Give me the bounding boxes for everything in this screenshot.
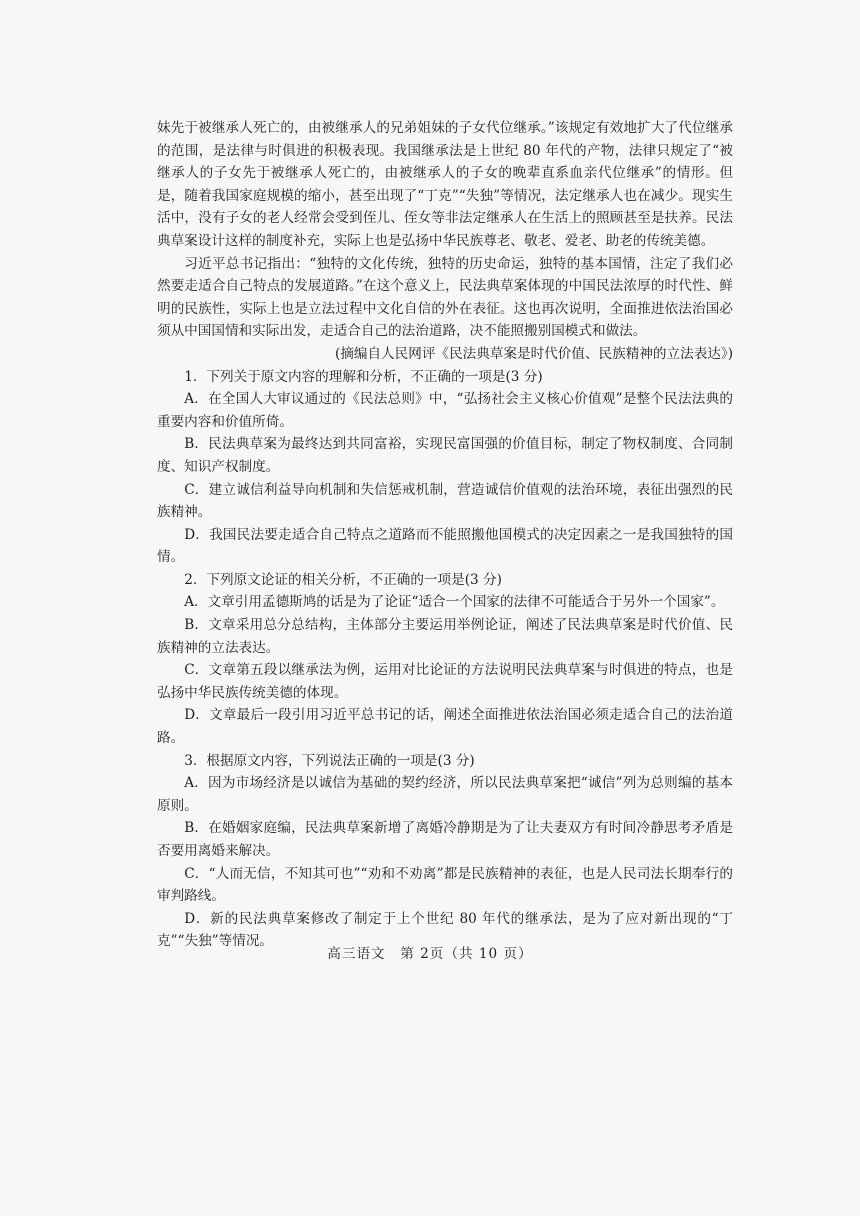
question-1-option-d: D．我国民法要走适合自己特点之道路而不能照搬他国模式的决定因素之一是我国独特的国情。 (157, 526, 733, 566)
question-3-option-d: D．新的民法典草案修改了制定于上个世纪 80 年代的继承法，是为了应对新出现的“丁克”“失独”等情况。 (157, 910, 733, 950)
question-1-stem: 1．下列关于原文内容的理解和分析，不正确的一项是(3 分) (184, 368, 543, 385)
question-2-option-b: B．文章采用总分总结构，主体部分主要运用举例论证，阐述了民法典草案是时代价值、民族精神的立法表达。 (157, 617, 733, 656)
question-3-stem: 3．根据原文内容，下列说法正确的一项是(3 分) (184, 752, 475, 769)
passage-source: (摘编自人民网评《民法典草案是时代价值、民族精神的立法表达》) (334, 345, 733, 362)
page-footer: 高三语文 第 2页（共 10 页） (327, 946, 533, 962)
question-2-stem: 2．下列原文论证的相关分析，不正确的一项是(3 分) (184, 571, 502, 588)
question-1-option-a: A．在全国人大审议通过的《民法总则》中，“弘扬社会主义核心价值观”是整个民法法典的重要内容和价值所倚。 (157, 391, 733, 430)
page-content (157, 117, 733, 953)
passage-paragraph-1: 妹先于被继承人死亡的，由被继承人的兄弟姐妹的子女代位继承。”该规定有效地扩大了代位继承的范围，是法律与时俱进的积极表现。我国继承法是上世纪 80 年代的产物，法律只规定了“被继承人的子女先于被继承人死亡的，由被继承人的子女的晚辈直系血亲代位继承”的情形。但是，随着我国家庭规模的缩小，甚至出现了“丁克”“失独”等情况，法定继承人也在减少。现实生活中，没有子女的老人经常会受到侄儿、侄女等非法定继承人在生活上的照顾甚至是扶养。民法典草案设计这样的制度补充，实际上也是弘扬中华民族尊老、敬老、爱老、助老的传统美德。 (157, 120, 733, 249)
question-3-option-b: B．在婚姻家庭编，民法典草案新增了离婚冷静期是为了让夫妻双方有时间冷静思考矛盾是否要用离婚来解决。 (157, 820, 733, 859)
question-2-option-a: A．文章引用孟德斯鸠的话是为了论证“适合一个国家的法律不可能适合于另外一个国家”。 (184, 594, 725, 611)
question-2-option-c: C．文章第五段以继承法为例，运用对比论证的方法说明民法典草案与时俱进的特点，也是弘扬中华民族传统美德的体现。 (157, 662, 733, 701)
question-1-option-b: B．民法典草案为最终达到共同富裕，实现民富国强的价值目标，制定了物权制度、合同制度、知识产权制度。 (157, 436, 733, 475)
question-3-option-a: A．因为市场经济是以诚信为基础的契约经济，所以民法典草案把“诚信”列为总则编的基本原则。 (157, 775, 733, 814)
question-1-option-c: C．建立诚信利益导向机制和失信惩戒机制，营造诚信价值观的法治环境，表征出强烈的民族精神。 (157, 481, 733, 521)
passage-paragraph-2: 习近平总书记指出：“独特的文化传统，独特的历史命运，独特的基本国情，注定了我们必然要走适合自己特点的发展道路。”在这个意义上，民法典草案体现的中国民法浓厚的时代性、鲜明的民族性，实际上也是立法过程中文化自信的外在表征。这也再次说明，全面推进依法治国必须从中国国情和实际出发，走适合自己的法治道路，决不能照搬别国模式和做法。 (157, 255, 733, 340)
question-2-option-d: D．文章最后一段引用习近平总书记的话，阐述全面推进依法治国必须走适合自己的法治道路。 (157, 707, 733, 747)
question-3-option-c: C．“人而无信，不知其可也”“劝和不劝离”都是民族精神的表征，也是人民司法长期奉行的审判路线。 (157, 865, 733, 905)
